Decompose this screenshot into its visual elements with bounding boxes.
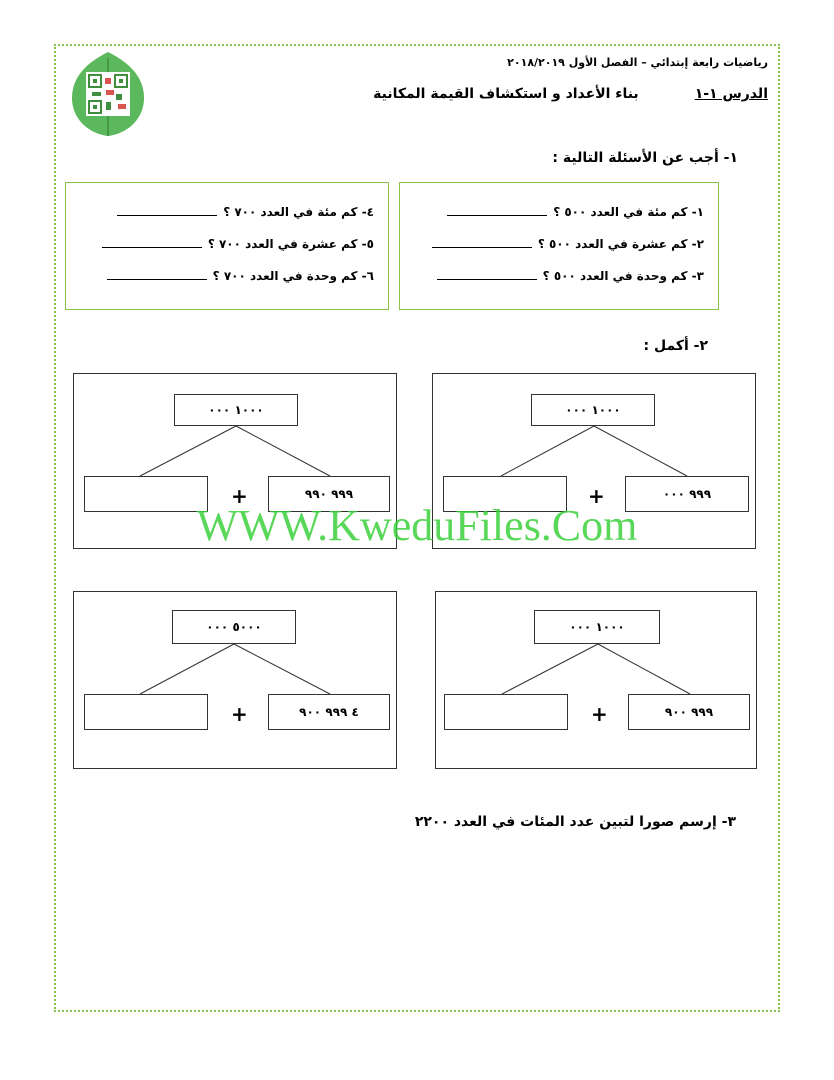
section3-question: ٣- إرسم صورا لتبين عدد المئات في العدد ٢٢٠٠ (414, 814, 736, 830)
question-3: ٣- كم وحدة في العدد ٥٠٠ ؟ (437, 269, 704, 283)
number-tree-3 (435, 591, 757, 769)
answer-blank-1[interactable] (447, 205, 547, 216)
question-4: ٤- كم مئة في العدد ٧٠٠ ؟ (117, 205, 374, 219)
lesson-title: بناء الأعداد و استكشاف القيمة المكانية (373, 86, 639, 102)
question-6: ٦- كم وحدة في العدد ٧٠٠ ؟ (107, 269, 374, 283)
questions-box-left (65, 182, 389, 310)
tree-1-known: ٩٩٩ ٠٠٠ (625, 476, 749, 512)
watermark: WWW.KweduFiles.Com (196, 501, 638, 550)
leaf-qr-logo (68, 48, 148, 140)
tree-3-known: ٩٩٩ ٩٠٠ (628, 694, 750, 730)
tree-3-plus: + (591, 702, 608, 726)
question-1: ١- كم مئة في العدد ٥٠٠ ؟ (447, 205, 704, 219)
answer-blank-2[interactable] (432, 237, 532, 248)
tree-2-plus: + (231, 484, 248, 508)
tree-2-known: ٩٩٩ ٩٩٠ (268, 476, 390, 512)
subject-line: رياضيات رابعة إبتدائي – الفصل الأول ٢٠١٨/٢٠١٩ (507, 56, 768, 69)
answer-blank-6[interactable] (107, 269, 207, 280)
lesson-number: الدرس ١-١ (694, 86, 768, 102)
section1-heading: ١- أجب عن الأسئلة التالية : (552, 150, 738, 166)
tree-4-total: ٥٠٠٠ ٠٠٠ (172, 610, 296, 644)
tree-3-total: ١٠٠٠ ٠٠٠ (534, 610, 660, 644)
lesson-header (373, 86, 768, 102)
questions-box-right (399, 182, 719, 310)
answer-blank-5[interactable] (102, 237, 202, 248)
number-tree-4 (73, 591, 397, 769)
tree-4-plus: + (231, 702, 248, 726)
answer-blank-4[interactable] (117, 205, 217, 216)
tree-2-total: ١٠٠٠ ٠٠٠ (174, 394, 298, 426)
tree-4-known: ٤ ٩٩٩ ٩٠٠ (268, 694, 390, 730)
answer-blank-3[interactable] (437, 269, 537, 280)
question-2: ٢- كم عشرة في العدد ٥٠٠ ؟ (432, 237, 704, 251)
tree-1-total: ١٠٠٠ ٠٠٠ (531, 394, 655, 426)
question-5: ٥- كم عشرة في العدد ٧٠٠ ؟ (102, 237, 374, 251)
tree-1-plus: + (588, 484, 605, 508)
tree-4-answer-box[interactable] (84, 694, 208, 730)
section2-heading: ٢- أكمل : (643, 338, 708, 354)
tree-3-answer-box[interactable] (444, 694, 568, 730)
